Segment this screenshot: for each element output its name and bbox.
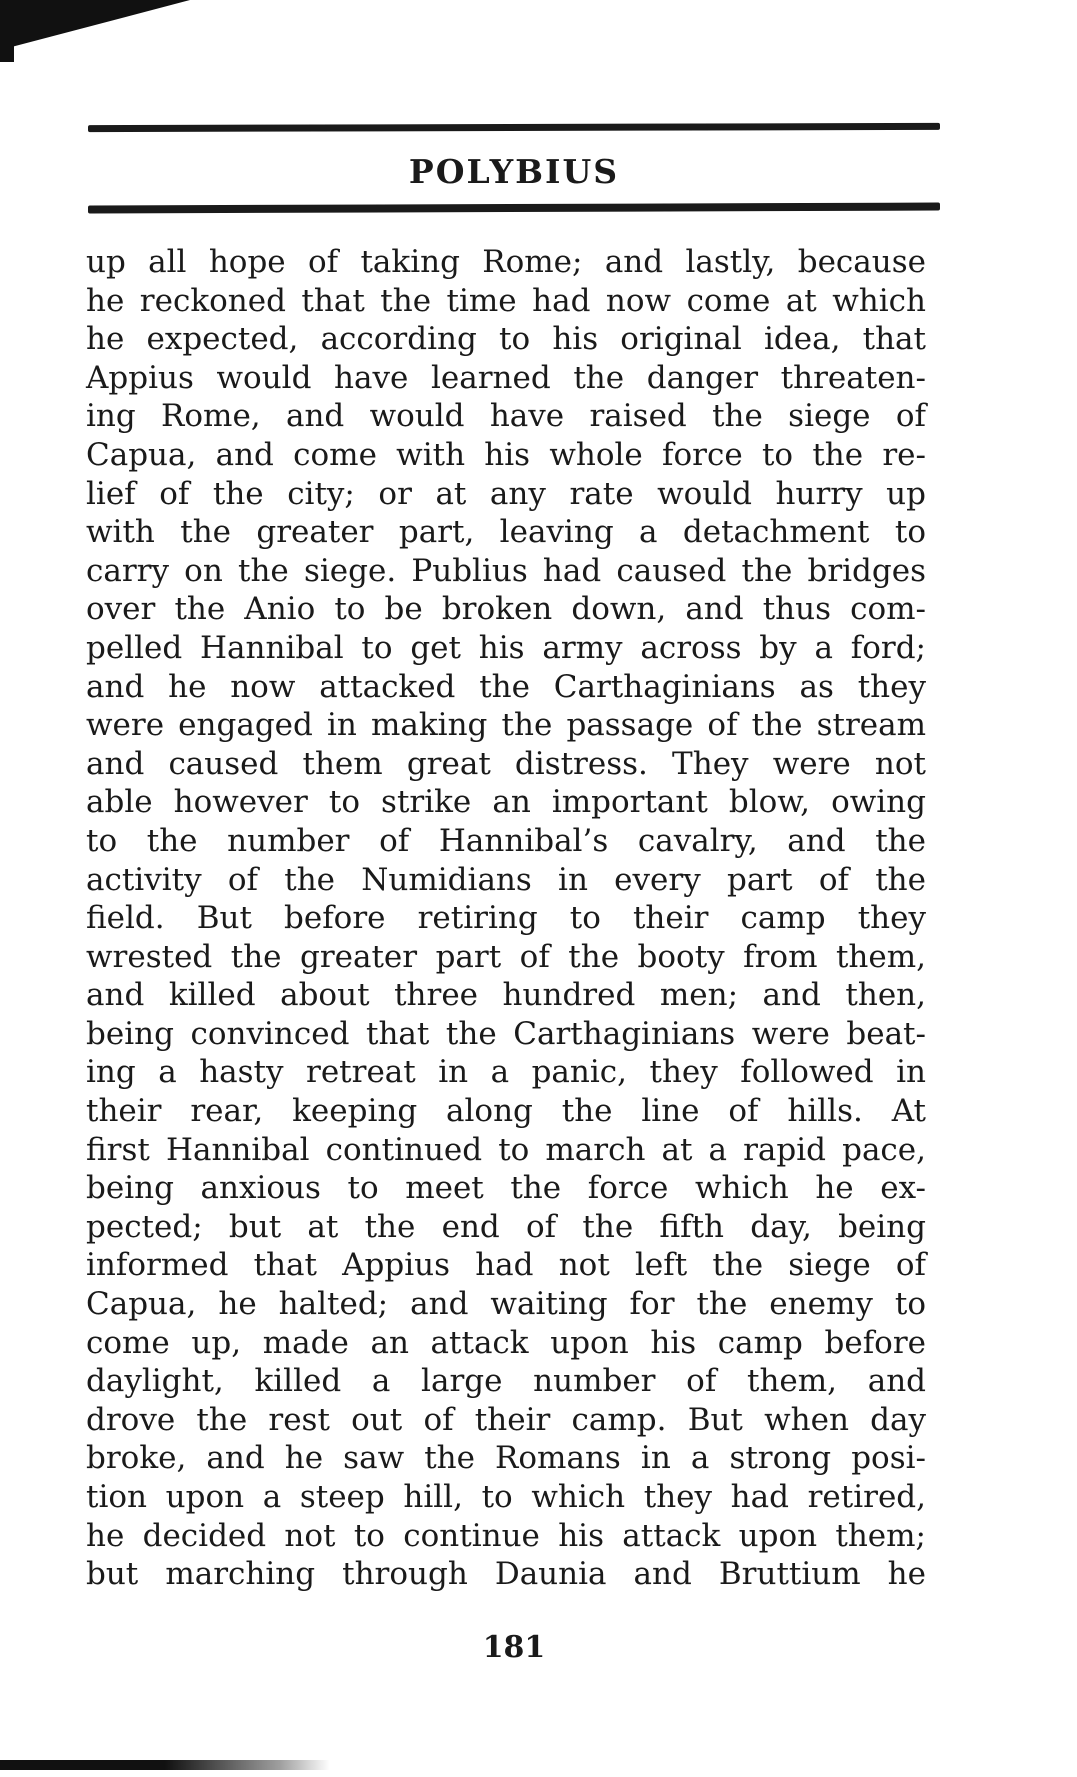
text-line: broke, and he saw the Romans in a strong posi- xyxy=(86,1440,926,1477)
text-line: ing Rome, and would have raised the siege of xyxy=(86,398,926,435)
text-line: tion upon a steep hill, to which they had retired, xyxy=(86,1479,926,1515)
text-line: he expected, according to his original idea, that xyxy=(86,321,926,358)
text-line: pelled Hannibal to get his army across by a ford; xyxy=(86,629,926,666)
running-head: POLYBIUS xyxy=(408,152,620,191)
text-line: Appius would have learned the danger threaten- xyxy=(86,359,926,396)
text-line: Capua, and come with his whole force to the re- xyxy=(86,436,926,473)
text-line: field. But before retiring to their camp they xyxy=(86,900,926,937)
body-text xyxy=(86,243,926,1594)
text-line: and caused them great distress. They were not xyxy=(86,745,926,782)
text-line: over the Anio to be broken down, and thus com- xyxy=(86,591,926,628)
header-rule-bottom xyxy=(88,203,940,214)
text-line: being convinced that the Carthaginians were beat- xyxy=(86,1015,926,1052)
page-edge-shadow-bottom xyxy=(0,1760,330,1770)
text-line: lief of the city; or at any rate would hurry up xyxy=(86,475,926,512)
text-line: able however to strike an important blow, owing xyxy=(86,784,926,821)
text-line: up all hope of taking Rome; and lastly, because xyxy=(86,244,926,280)
text-line: first Hannibal continued to march at a rapid pace, xyxy=(86,1131,926,1168)
text-line: informed that Appius had not left the siege of xyxy=(86,1247,926,1284)
page-edge-shadow-top xyxy=(0,0,14,62)
header-rule-top xyxy=(88,123,940,132)
text-line: pected; but at the end of the fifth day, being xyxy=(86,1208,926,1245)
text-line: and he now attacked the Carthaginians as they xyxy=(86,668,926,705)
text-line: come up, made an attack upon his camp before xyxy=(86,1324,926,1361)
text-line: but marching through Daunia and Bruttium he xyxy=(86,1556,926,1593)
text-line: he reckoned that the time had now come at which xyxy=(86,282,926,319)
text-line: Capua, he halted; and waiting for the enemy to xyxy=(86,1286,926,1323)
text-line: activity of the Numidians in every part of the xyxy=(86,861,926,898)
text-line: ing a hasty retreat in a panic, they followed in xyxy=(86,1054,926,1091)
text-line: wrested the greater part of the booty from them, xyxy=(86,938,926,975)
text-line: daylight, killed a large number of them, and xyxy=(86,1363,926,1400)
page-number: 181 xyxy=(482,1630,546,1665)
text-line: carry on the siege. Publius had caused the bridges xyxy=(86,552,926,589)
text-line: he decided not to continue his attack upon them; xyxy=(86,1517,926,1554)
text-line: with the greater part, leaving a detachment to xyxy=(86,514,926,551)
text-line: being anxious to meet the force which he ex- xyxy=(86,1170,926,1207)
text-line: their rear, keeping along the line of hills. At xyxy=(86,1093,926,1130)
page-corner-shadow-top xyxy=(0,0,190,50)
text-line: and killed about three hundred men; and then, xyxy=(86,977,926,1014)
text-line: drove the rest out of their camp. But when day xyxy=(86,1401,926,1438)
text-line: were engaged in making the passage of the stream xyxy=(86,707,926,744)
text-line: to the number of Hannibal’s cavalry, and the xyxy=(86,822,926,859)
